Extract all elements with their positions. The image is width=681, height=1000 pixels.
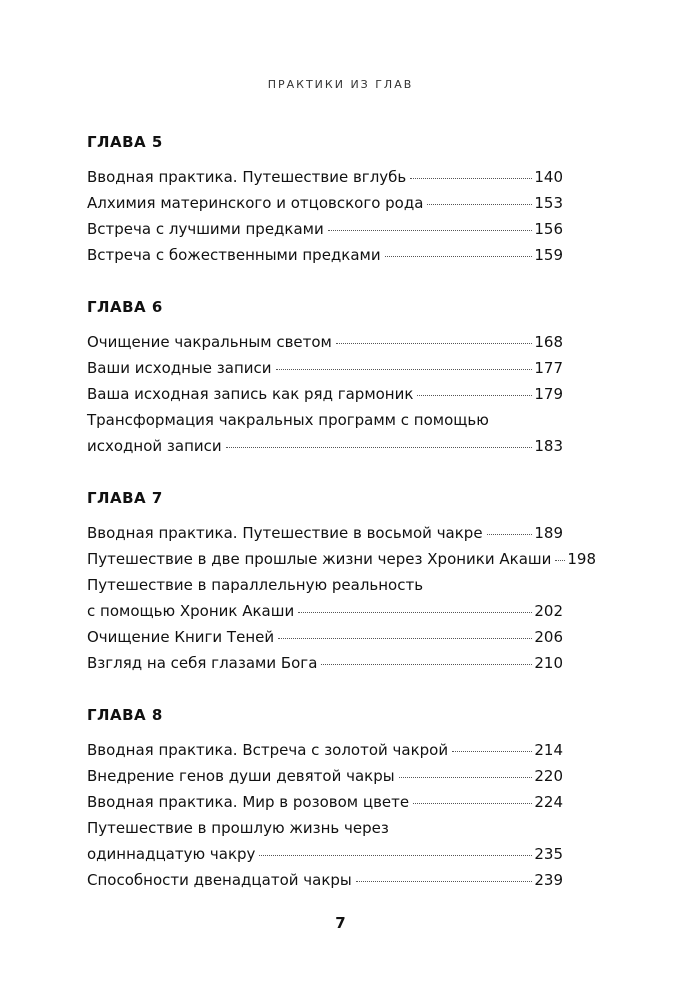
toc-entry-title: Очищение чакральным светом xyxy=(87,333,332,351)
toc-entry-title-line: Путешествие в параллельную реальность xyxy=(87,576,424,594)
page-number: 7 xyxy=(335,914,346,932)
toc-entry[interactable] xyxy=(87,737,563,763)
running-header: ПРАКТИКИ ИЗ ГЛАВ xyxy=(267,78,414,91)
chapter-title: ГЛАВА 5 xyxy=(87,133,163,151)
toc-entry[interactable] xyxy=(87,867,563,893)
toc-entry-title: одиннадцатую чакру xyxy=(87,845,256,863)
toc-entry-page: 202 xyxy=(534,602,563,620)
toc-entry-page: 159 xyxy=(534,246,563,264)
toc-entry-page: 140 xyxy=(534,168,563,186)
toc-entry-title: Взгляд на себя глазами Бога xyxy=(87,654,318,672)
toc-entry-page: 177 xyxy=(534,359,563,377)
toc-entry-title: Вводная практика. Мир в розовом цвете xyxy=(87,793,410,811)
chapter-title: ГЛАВА 8 xyxy=(87,706,163,724)
toc-entry-title-line: Путешествие в прошлую жизнь через xyxy=(87,819,389,837)
toc-entry-page: 198 xyxy=(567,550,597,568)
toc-entry-title: Алхимия материнского и отцовского рода xyxy=(87,194,424,212)
toc-entry-title-line: Трансформация чакральных программ с помощью xyxy=(87,411,489,429)
dot-leader xyxy=(276,369,533,370)
toc-entry-page: 153 xyxy=(534,194,563,212)
toc-entry-title: Способности двенадцатой чакры xyxy=(87,871,352,889)
dot-leader xyxy=(321,664,532,665)
toc-entry-page: 224 xyxy=(534,793,563,811)
toc-entry-title: с помощью Хроник Акаши xyxy=(87,602,295,620)
toc-entry-page: 239 xyxy=(534,871,563,889)
chapter-section xyxy=(87,488,597,676)
toc-entry-title: Вводная практика. Путешествие в восьмой чакре xyxy=(87,524,483,542)
toc-entry-title: Ваша исходная запись как ряд гармоник xyxy=(87,385,414,403)
dot-leader xyxy=(555,560,565,561)
practice-list xyxy=(87,132,597,922)
toc-entry[interactable] xyxy=(87,381,563,407)
toc-entry-page: 214 xyxy=(534,741,563,759)
toc-entry[interactable] xyxy=(87,650,563,676)
toc-entry-title: Ваши исходные записи xyxy=(87,359,272,377)
toc-entry-title: Вводная практика. Путешествие вглубь xyxy=(87,168,407,186)
chapter-section xyxy=(87,705,563,893)
chapter-section xyxy=(87,132,563,268)
chapter-title: ГЛАВА 6 xyxy=(87,298,163,316)
dot-leader xyxy=(278,638,532,639)
dot-leader xyxy=(259,855,532,856)
dot-leader xyxy=(385,256,533,257)
dot-leader xyxy=(417,395,532,396)
dot-leader xyxy=(452,751,532,752)
toc-entry-title: Встреча с лучшими предками xyxy=(87,220,324,238)
toc-entry-title: Встреча с божественными предками xyxy=(87,246,381,264)
toc-entry[interactable] xyxy=(87,407,563,459)
dot-leader xyxy=(427,204,532,205)
dot-leader xyxy=(356,881,533,882)
toc-entry[interactable] xyxy=(87,190,563,216)
toc-entry-page: 220 xyxy=(534,767,563,785)
toc-entry-title: Путешествие в две прошлые жизни через Хроники Акаши xyxy=(87,550,552,568)
toc-entry[interactable] xyxy=(87,624,563,650)
dot-leader xyxy=(336,343,532,344)
toc-entry[interactable] xyxy=(87,789,563,815)
toc-entry[interactable] xyxy=(87,164,563,190)
toc-entry-page: 206 xyxy=(534,628,563,646)
toc-entry-page: 210 xyxy=(534,654,563,672)
toc-entry[interactable] xyxy=(87,216,563,242)
toc-entry[interactable] xyxy=(87,815,563,867)
toc-entry-page: 156 xyxy=(534,220,563,238)
toc-entry[interactable] xyxy=(87,763,563,789)
toc-entry-page: 168 xyxy=(534,333,563,351)
chapter-section xyxy=(87,297,563,459)
toc-entry-title: исходной записи xyxy=(87,437,222,455)
toc-entry-title: Очищение Книги Теней xyxy=(87,628,275,646)
toc-entry-page: 183 xyxy=(534,437,563,455)
toc-entry[interactable] xyxy=(87,355,563,381)
toc-entry[interactable] xyxy=(87,546,597,572)
dot-leader xyxy=(487,534,533,535)
chapter-title: ГЛАВА 7 xyxy=(87,489,163,507)
dot-leader xyxy=(328,230,533,231)
toc-entry[interactable] xyxy=(87,572,563,624)
dot-leader xyxy=(399,777,533,778)
toc-entry-page: 189 xyxy=(534,524,563,542)
dot-leader xyxy=(413,803,532,804)
toc-entry[interactable] xyxy=(87,520,563,546)
toc-entry-title: Внедрение генов души девятой чакры xyxy=(87,767,395,785)
toc-entry[interactable] xyxy=(87,329,563,355)
toc-entry[interactable] xyxy=(87,242,563,268)
dot-leader xyxy=(226,447,533,448)
toc-entry-page: 235 xyxy=(534,845,563,863)
dot-leader xyxy=(298,612,532,613)
dot-leader xyxy=(410,178,532,179)
toc-entry-title: Вводная практика. Встреча с золотой чакрой xyxy=(87,741,449,759)
toc-entry-page: 179 xyxy=(534,385,563,403)
